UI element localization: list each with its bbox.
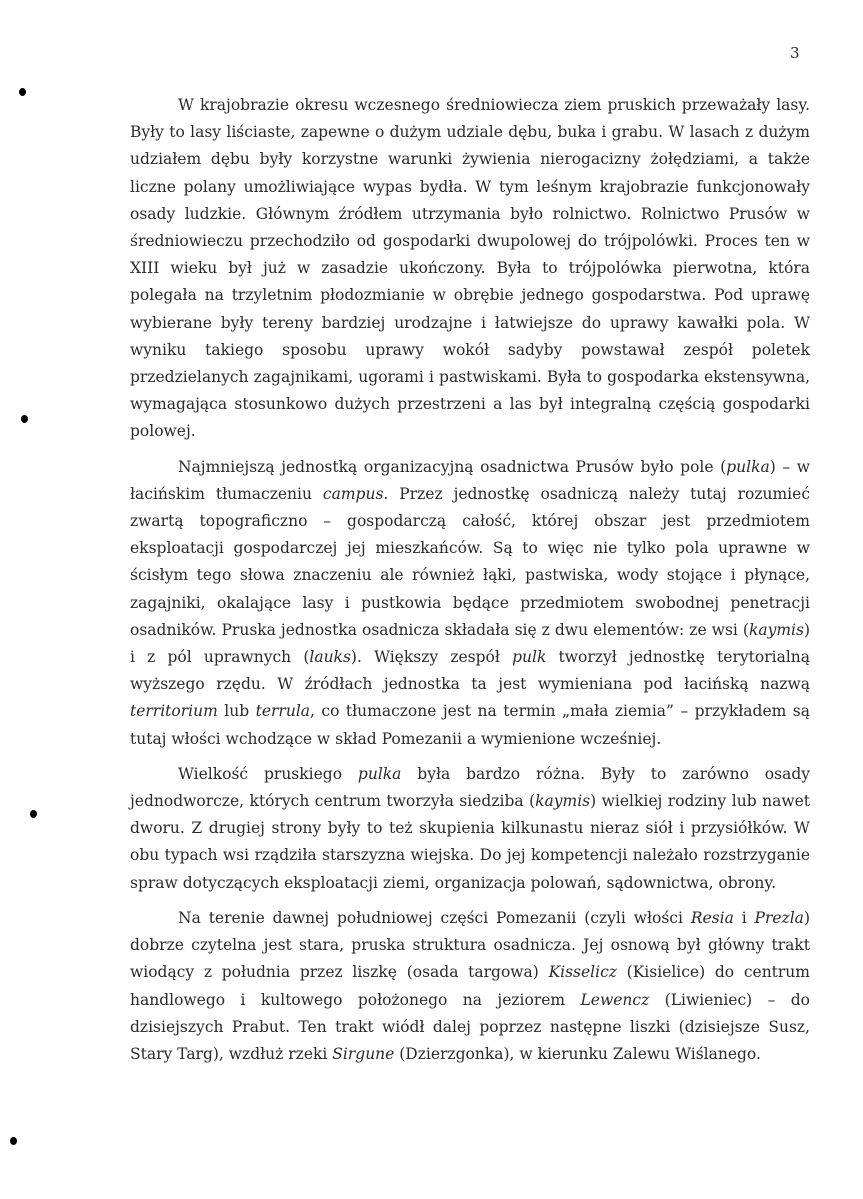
text-run: i — [733, 908, 755, 927]
text-run: ) dobrze czytelna jest stara, pruska struktura osadnicza. Jej osnową był główny trakt wiodący z południa przez liszkę (osada targowa) — [130, 908, 810, 982]
text-run: Wielkość pruskiego — [178, 764, 358, 783]
paragraph — [130, 454, 810, 753]
text-run: lub — [217, 702, 256, 721]
paragraph — [130, 761, 810, 897]
italic-term: kaymis — [748, 620, 804, 639]
page-number: 3 — [790, 44, 800, 62]
text-run: (Kisielice) do centrum handlowego i kultowego położonego na jeziorem — [130, 963, 810, 1009]
body-text — [130, 92, 810, 1076]
punch-hole-mark — [19, 88, 26, 96]
italic-term: lauks — [309, 648, 351, 667]
text-run: ) wielkiej rodziny lub nawet dworu. Z drugiej strony były to też skupienia kilkunastu nieraz siół i przysiółków. W obu typach wsi rządziła starszyzna wiejska. Do jej kompetencji należało rozstrzyganie spraw dotyczących eksploatacji ziemi, organizacja polowań, sądownictwa, obrony. — [130, 792, 810, 892]
italic-term: Prezla — [754, 908, 804, 927]
text-run: (Liwieniec) – do dzisiejszych Prabut. Ten trakt wiódł dalej poprzez następne liszki (dzisiejsze Susz, Stary Targ), wzdłuż rzeki — [130, 990, 810, 1063]
italic-term: Lewencz — [580, 990, 650, 1009]
text-run: ) – w łacińskim tłumaczeniu — [130, 457, 810, 503]
italic-term: campus — [322, 484, 384, 503]
italic-term: Sirgune — [332, 1044, 395, 1063]
punch-hole-mark — [21, 415, 28, 423]
italic-term: terrula — [255, 702, 311, 721]
text-run: Najmniejszą jednostką organizacyjną osadnictwa Prusów było pole ( — [178, 457, 727, 476]
text-run: W krajobrazie okresu wczesnego średniowiecza ziem pruskich przeważały lasy. Były to lasy liściaste, zapewne o dużym udziale dębu, buka i grabu. W lasach z dużym udziałem dębu były korzystne warunki żywienia nierogacizny żołędziami, a także liczne polany umożliwiające wypas bydła. W tym leśnym krajobrazie funkcjonowały osady ludzkie. Głównym źródłem utrzymania było rolnictwo. Rolnictwo Prusów w średniowieczu przechodziło od gospodarki dwupolowej do trójpolówki. Proces ten w XIII wieku był już w zasadzie ukończony. Była to trójpolówka pierwotna, która polegała na trzyletnim płodozmianie w obrębie jednego gospodarstwa. Pod uprawę wybierane były tereny bardziej urodzajne i łatwiejsze do uprawy kawałki pola. W wyniku takiego sposobu uprawy wokół sadyby powstawał zespół poletek przedzielanych zagajnikami, ugorami i pastwiskami. Była to gospodarka ekstensywna, wymagająca stosunkowo dużych przestrzeni a las był integralną częścią gospodarki polowej. — [130, 96, 810, 441]
punch-hole-mark — [10, 1137, 17, 1145]
text-run: tworzył jednostkę terytorialną wyższego rzędu. W źródłach jednostka ta jest wymieniana pod łacińską nazwą — [130, 648, 810, 694]
text-run: . Przez jednostkę osadniczą należy tutaj rozumieć zwartą topograficzno – gospodarczą całość, której obszar jest przedmiotem eksploatacji gospodarczej jej mieszkańców. Są to więc nie tylko pola uprawne w ścisłym tego słowa znaczeniu ale również łąki, pastwiska, wody stojące i płynące, zagajniki, okalające lasy i pustkowia będące przedmiotem swobodnej penetracji osadników. Pruska jednostka osadnicza składała się z dwu elementów: ze wsi ( — [130, 484, 810, 639]
paragraph — [130, 905, 810, 1068]
text-run: była bardzo różna. Były to zarówno osady jednodworcze, których centrum tworzyła siedziba ( — [130, 764, 810, 811]
italic-term: pulka — [726, 457, 770, 476]
text-run: (Dzierzgonka), w kierunku Zalewu Wiślanego. — [394, 1044, 761, 1063]
italic-term: kaymis — [535, 792, 591, 811]
italic-term: pulka — [357, 764, 402, 783]
text-run: , co tłumaczone jest na termin „mała ziemia” – przykładem są tutaj włości wchodzące w skład Pomezanii a wymienione wcześniej. — [130, 702, 811, 748]
punch-hole-mark — [30, 810, 37, 818]
text-run: ). Większy zespół — [350, 648, 513, 667]
paragraph — [130, 92, 810, 446]
text-run: Na terenie dawnej południowej części Pomezanii (czyli włości — [178, 908, 691, 927]
italic-term: pulk — [512, 648, 547, 667]
text-run: ) i z pól uprawnych ( — [130, 620, 810, 667]
italic-term: territorium — [130, 702, 218, 721]
italic-term: Resia — [690, 908, 734, 927]
italic-term: Kisselicz — [548, 963, 617, 982]
